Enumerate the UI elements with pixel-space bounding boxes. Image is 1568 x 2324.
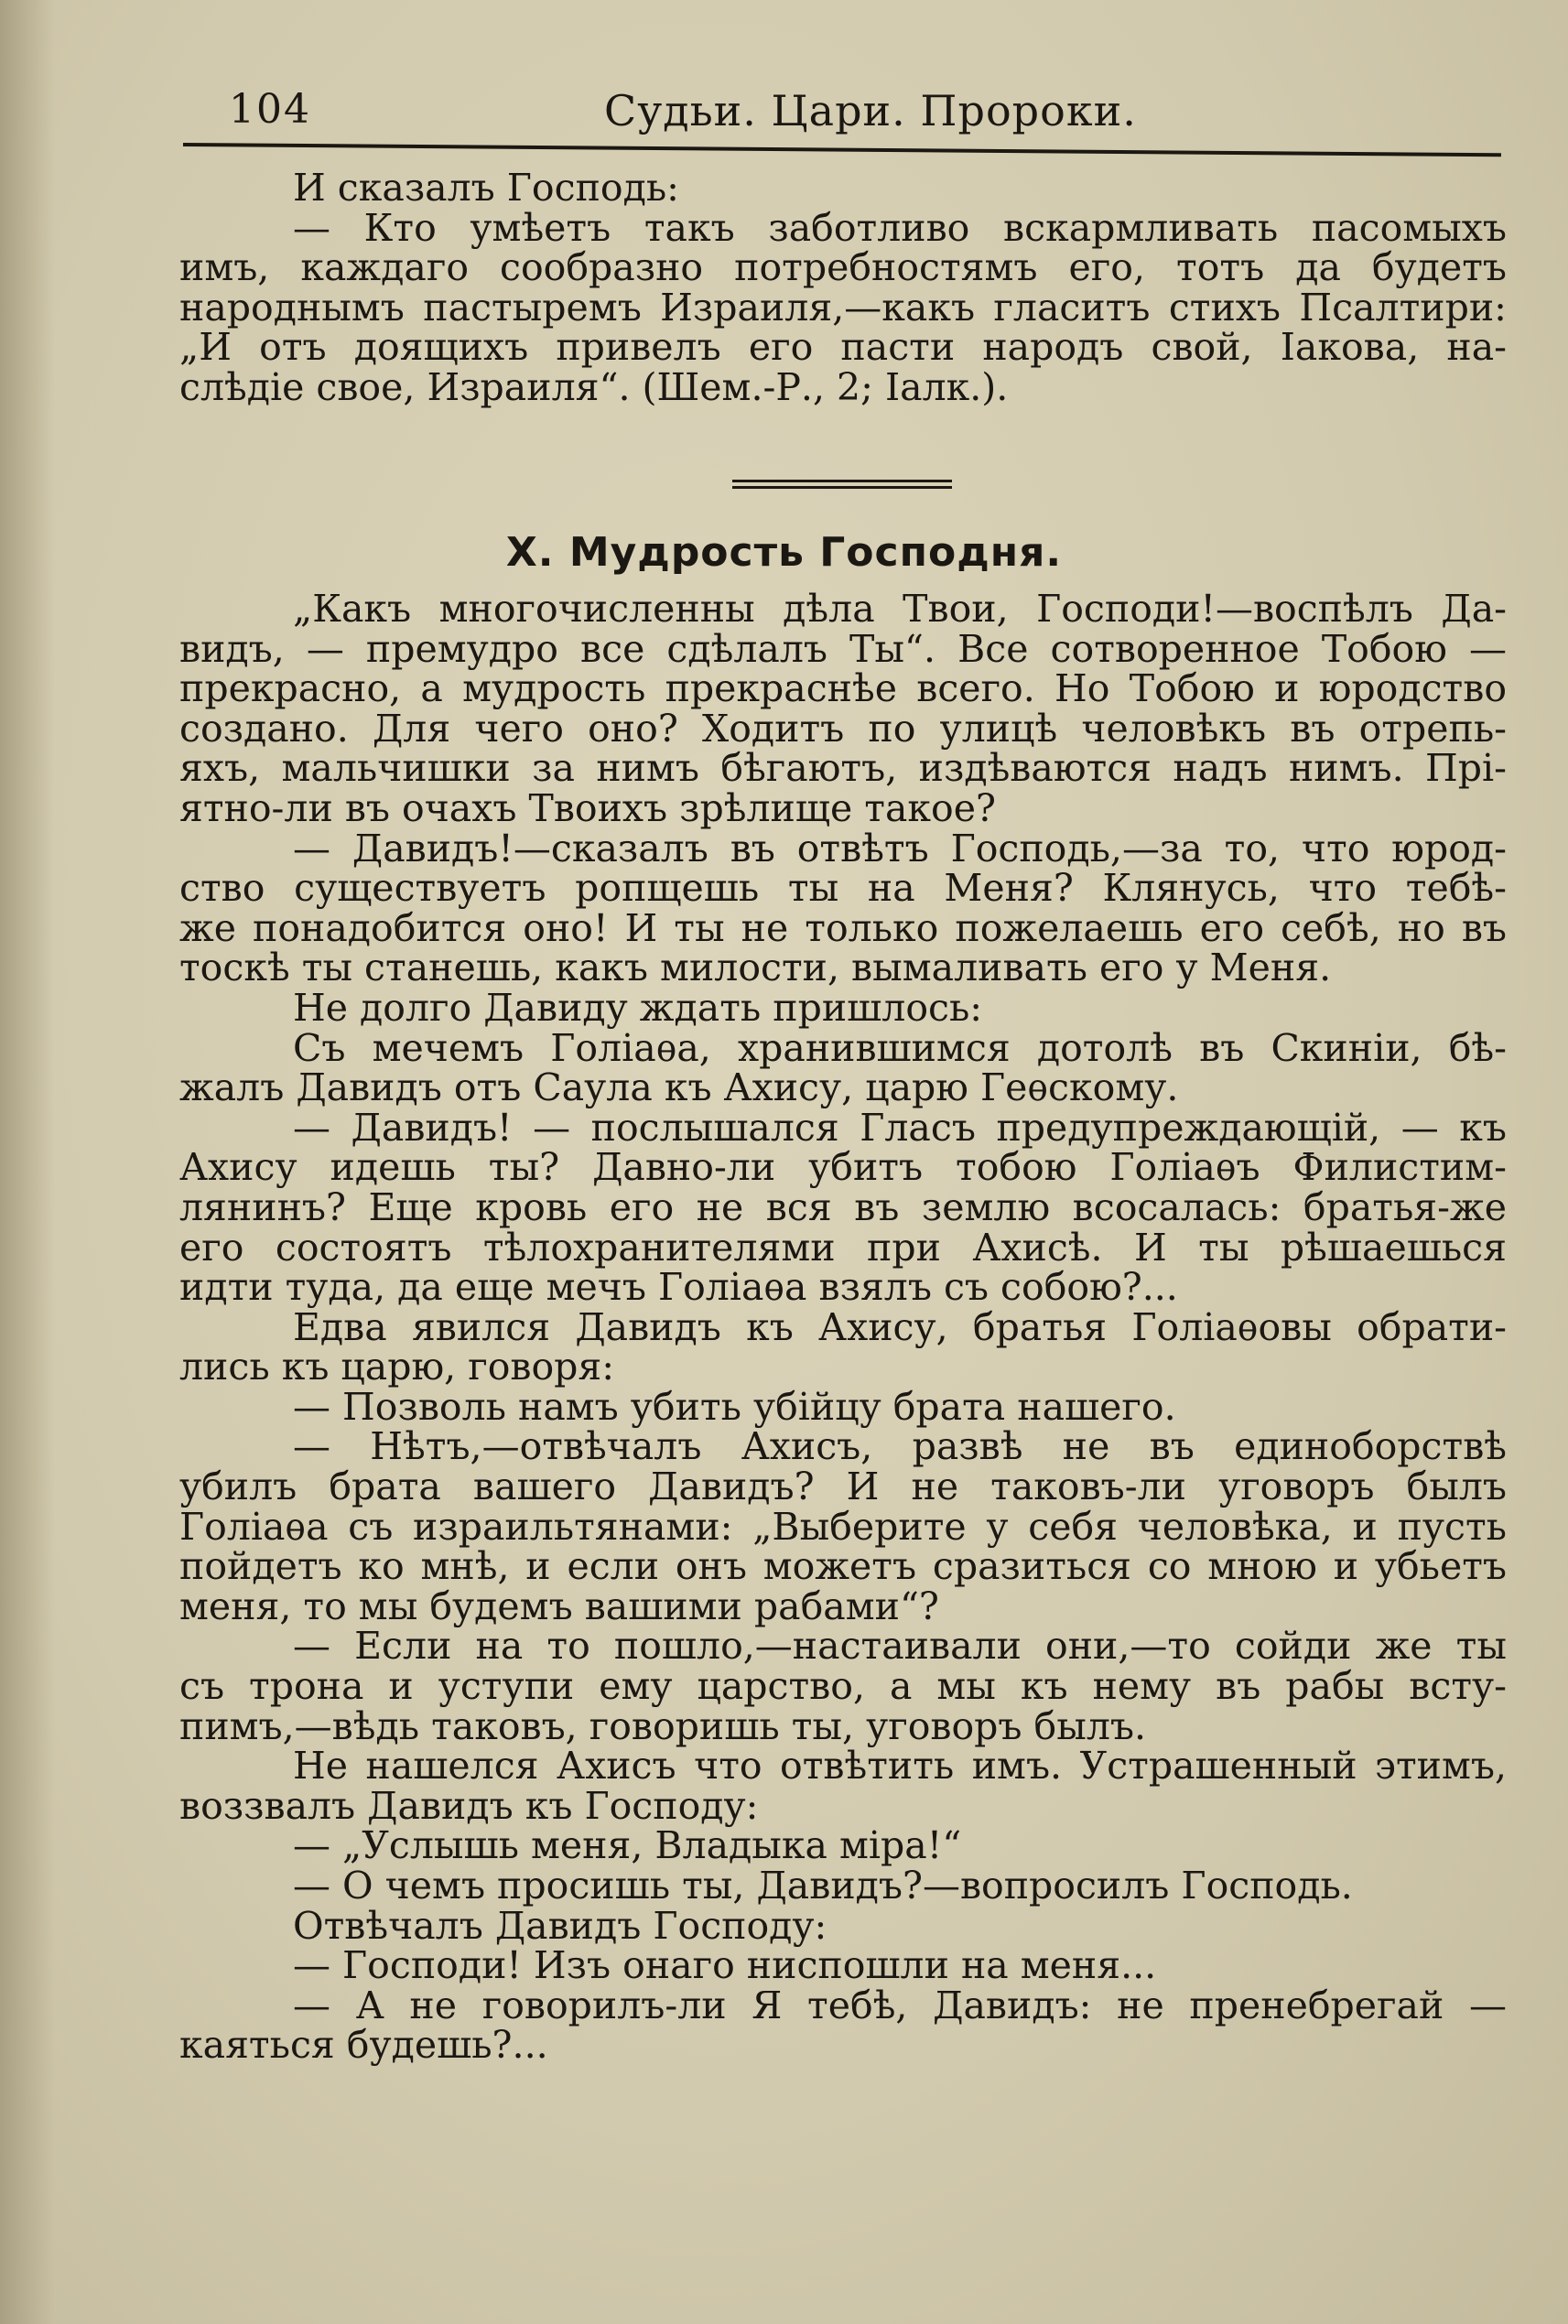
text-line: Едва явился Давидъ къ Ахису, братья Голіаѳовы обрати- — [293, 1304, 1507, 1349]
text-line: — А не говорилъ-ли Я тебѣ, Давидъ: не пренебрегай — — [293, 1983, 1507, 2027]
header-rule — [183, 143, 1501, 157]
text-line: воззвалъ Давидъ къ Господу: — [179, 1783, 759, 1828]
text-line: лись къ царю, говоря: — [179, 1345, 615, 1389]
section-separator — [732, 480, 952, 492]
text-line: же понадобится оно! И ты не только пожелаешь его себѣ, но въ — [179, 905, 1507, 950]
text-line: Отвѣчалъ Давидъ Господу: — [293, 1903, 827, 1948]
text-line: слѣдіе свое, Израиля“. (Шем.-Р., 2; Іалк.). — [179, 364, 1009, 409]
text-line: — „Услышь меня, Владыка міра!“ — [293, 1823, 962, 1868]
text-line: Не долго Давиду ждать пришлось: — [293, 985, 983, 1030]
text-line: меня, то мы будемъ вашими рабами“? — [179, 1584, 939, 1628]
page-spine-shadow — [0, 0, 55, 2324]
section-heading — [0, 529, 1568, 576]
text-line: ятно-ли въ очахъ Твоихъ зрѣлище такое? — [179, 785, 996, 830]
main-passage — [179, 589, 1507, 2066]
text-line: „Какъ многочисленны дѣла Твои, Господи!—воспѣлъ Да- — [293, 587, 1507, 631]
text-line: пойдетъ ко мнѣ, и если онъ можетъ сразиться со мною и убьетъ — [179, 1544, 1507, 1589]
text-line: видъ, — премудро все сдѣлалъ Ты“. Все сотворенное Тобою — — [179, 626, 1507, 671]
intro-passage — [179, 168, 1507, 408]
text-line: Съ мечемъ Голіаѳа, хранившимся дотолѣ въ Скиніи, бѣ- — [293, 1025, 1507, 1070]
text-line: Ахису идешь ты? Давно-ли убитъ тобою Голіаѳъ Филистим- — [179, 1145, 1507, 1190]
text-line: убилъ брата вашего Давидъ? И не таковъ-ли уговоръ былъ — [179, 1465, 1507, 1509]
text-line: пимъ,—вѣдь таковъ, говоришь ты, уговоръ былъ. — [179, 1703, 1146, 1748]
text-line: — Если на то пошло,—настаивали они,—то сойди же ты — [293, 1624, 1507, 1669]
text-line: — Кто умѣетъ такъ заботливо вскармливать пасомыхъ — [293, 205, 1507, 250]
text-line: идти туда, да еще мечъ Голіаѳа взялъ съ собою?... — [179, 1265, 1178, 1310]
text-line: жалъ Давидъ отъ Саула къ Ахису, царю Геѳскому. — [179, 1065, 1179, 1110]
text-line: народнымъ пастыремъ Израиля,—какъ гласитъ стихъ Псалтири: — [179, 285, 1507, 330]
text-line: лянинъ? Еще кровь его не вся въ землю всосалась: братья-же — [179, 1184, 1507, 1229]
text-line: имъ, каждаго сообразно потребностямъ его, тотъ да будетъ — [179, 245, 1507, 290]
text-line: Не нашелся Ахисъ что отвѣтить имъ. Устрашенный этимъ, — [293, 1744, 1507, 1789]
text-line: — О чемъ просишь ты, Давидъ?—вопросилъ Господь. — [293, 1864, 1353, 1908]
page-header — [183, 81, 1492, 145]
text-line: — Давидъ! — послышался Гласъ предупреждающій, — къ — [293, 1105, 1507, 1150]
text-line: — Нѣтъ,—отвѣчалъ Ахисъ, развѣ не въ единоборствѣ — [293, 1424, 1507, 1469]
text-line: ство существуетъ ропщешь ты на Меня? Клянусь, что тебѣ- — [179, 866, 1507, 911]
text-line: прекрасно, а мудрость прекраснѣе всего. Но Тобою и юродство — [179, 666, 1507, 711]
text-line: И сказалъ Господь: — [293, 166, 679, 210]
text-line: съ трона и уступи ему царство, а мы къ нему въ рабы всту- — [179, 1664, 1507, 1709]
section-title: Мудрость Господня. — [568, 529, 1063, 576]
text-line: — Позволь намъ убить убійцу брата нашего. — [293, 1384, 1176, 1429]
text-line: яхъ, мальчишки за нимъ бѣгаютъ, издѣваются надъ нимъ. Прі- — [179, 746, 1507, 791]
text-line: „И отъ доящихъ привелъ его пасти народъ свой, Іакова, на- — [179, 325, 1507, 370]
running-title: Судьи. Цари. Пророки. — [604, 86, 1137, 135]
text-line: его состоятъ тѣлохранителями при Ахисѣ. И ты рѣшаешься — [179, 1225, 1507, 1270]
text-line: тоскѣ ты станешь, какъ милости, вымаливать его у Меня. — [179, 946, 1332, 990]
text-line: создано. Для чего оно? Ходитъ по улицѣ человѣкъ въ отрепь- — [179, 706, 1507, 751]
text-line: — Господи! Изъ онаго ниспошли на меня... — [293, 1943, 1157, 1988]
section-number: X. — [505, 529, 555, 576]
page-number: 104 — [229, 86, 311, 133]
text-line: каяться будешь?... — [179, 2023, 548, 2068]
text-line: Голіаѳа съ израильтянами: „Выберите у себя человѣка, и пусть — [179, 1504, 1507, 1549]
text-line: — Давидъ!—сказалъ въ отвѣтъ Господь,—за то, что юрод- — [293, 826, 1507, 870]
